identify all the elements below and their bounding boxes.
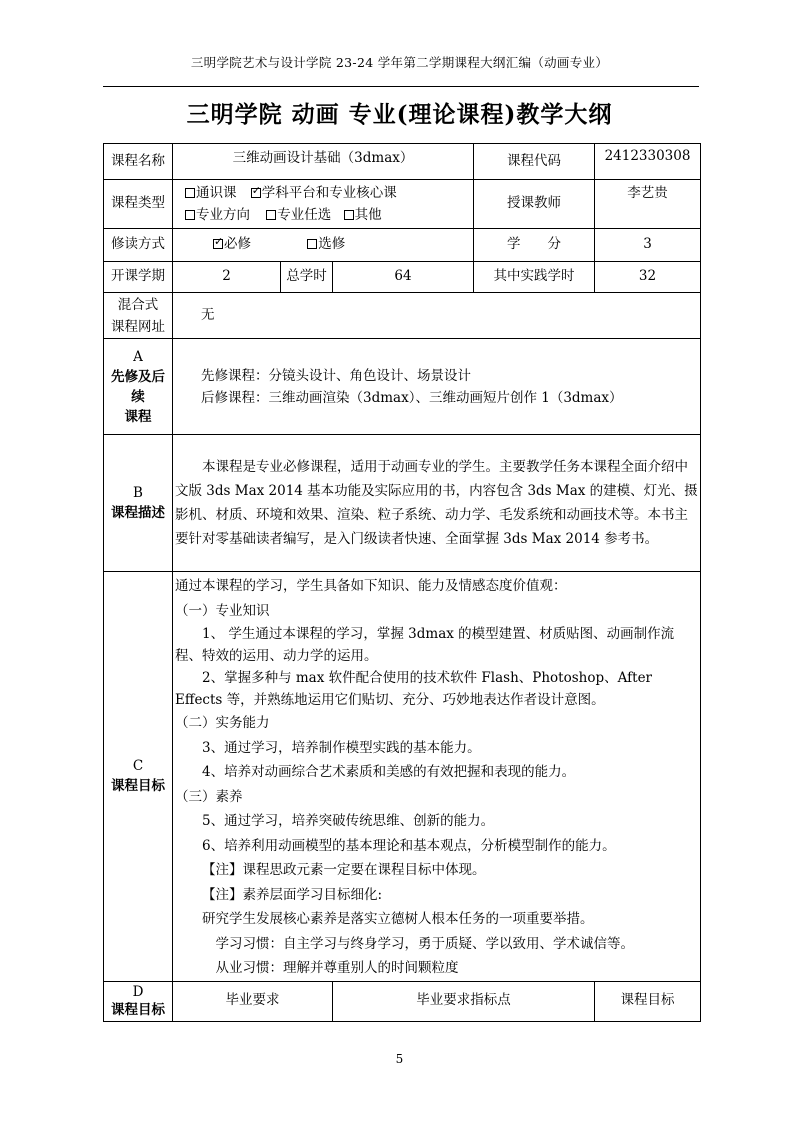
course-type-label: 课程类型	[104, 180, 173, 229]
course-name-label: 课程名称	[104, 144, 173, 180]
objective-note: 从业习惯：理解并尊重别人的时间颗粒度	[215, 960, 459, 976]
objective-note: 学习习惯：自主学习与终身学习，勇于质疑、学以致用、学术诚信等。	[215, 935, 634, 952]
objective-note: 研究学生发展核心素养是落实立德树人根本任务的一项重要举措。	[202, 911, 594, 927]
objectives-intro: 通过本课程的学习，学生具备如下知识、能力及情感态度价值观：	[175, 578, 567, 594]
table-row	[104, 435, 701, 572]
follow-up-courses: 后修课程：三维动画渲染（3dmax）、三维动画短片创作 1（3dmax）	[201, 389, 623, 406]
table-row	[104, 144, 701, 180]
teacher-label: 授课教师	[474, 180, 595, 229]
credit-value: 3	[595, 229, 701, 262]
objective-item: 4、培养对动画综合艺术素质和美感的有效把握和表现的能力。	[202, 764, 576, 780]
mixed-url-value: 无	[173, 293, 701, 339]
type-option-direction[interactable]: 专业方向	[185, 207, 250, 223]
requirement-indicator-header: 毕业要求指标点	[333, 981, 595, 1021]
teacher-value: 李艺贵	[595, 180, 701, 229]
checkbox-checked-icon	[251, 188, 261, 198]
term-label: 开课学期	[104, 262, 173, 293]
section-a-label: A 先修及后 续 课程	[104, 339, 173, 435]
hours-value: 64	[333, 262, 474, 293]
practice-value: 32	[595, 262, 701, 293]
section-c-label: C 课程目标	[104, 572, 173, 982]
course-description-text: 本课程是专业必修课程，适用于动画专业的学生。主要教学任务本课程全面介绍中文版 3ds Max 2014 基本功能及实际应用的书，内容包含 3ds Max 的建模、灯光、摄影机、材质、环境和效果、渲染、粒子系统、动力学、毛发系统和动画技术等。本书主要针对零基础读者编写，是入门级读者快速、全面掌握 3ds Max 2014 参考书。	[175, 459, 698, 547]
objectives-heading: （三）素养	[175, 788, 243, 805]
course-code-label: 课程代码	[474, 144, 595, 180]
running-header: 三明学院艺术与设计学院 23-24 学年第二学期课程大纲汇编（动画专业）	[190, 55, 609, 70]
course-objective-header: 课程目标	[595, 981, 701, 1021]
checkbox-checked-icon	[213, 239, 223, 249]
type-option-optional[interactable]: 专业任选	[266, 207, 331, 223]
practice-label: 其中实践学时	[474, 262, 595, 293]
page-number: 5	[395, 1052, 404, 1066]
credit-label: 学 分	[474, 229, 595, 262]
checkbox-icon	[266, 210, 276, 220]
syllabus-table	[103, 143, 701, 1022]
checkbox-icon	[185, 188, 195, 198]
document-title: 三明学院 动画 专业(理论课程)教学大纲	[186, 101, 613, 128]
table-row	[104, 339, 701, 435]
study-mode-options	[173, 229, 474, 262]
course-code-value: 2412330308	[595, 144, 701, 180]
checkbox-icon	[307, 239, 317, 249]
objective-item: 5、通过学习，培养突破传统思维、创新的能力。	[202, 813, 495, 829]
objective-item: 3、通过学习，培养制作模型实践的基本能力。	[202, 739, 481, 756]
objective-item: 1、 学生通过本课程的学习，掌握 3dmax 的模型建置、材质贴图、动画制作流程、特效的运用、动力学的运用。	[175, 626, 675, 664]
section-b-label: B 课程描述	[104, 435, 173, 572]
table-row	[104, 180, 701, 229]
header-rule	[103, 86, 699, 87]
objectives-heading: （一）专业知识	[175, 602, 270, 619]
prerequisite-courses: 先修课程：分镜头设计、角色设计、场景设计	[201, 367, 471, 384]
objective-item: 2、掌握多种与 max 软件配合使用的技术软件 Flash、Photoshop、After Effects 等，并熟练地运用它们贴切、充分、巧妙地表达作者设计意图。	[175, 670, 653, 708]
type-option-other[interactable]: 其他	[344, 207, 382, 223]
study-elective-option[interactable]: 选修	[307, 236, 345, 252]
objective-item: 6、培养利用动画模型的基本理论和基本观点，分析模型制作的能力。	[202, 837, 616, 854]
section-a-content	[173, 339, 701, 435]
table-row	[104, 262, 701, 293]
hours-label: 总学时	[281, 262, 333, 293]
term-value: 2	[173, 262, 281, 293]
course-objectives	[173, 572, 701, 982]
graduation-requirement-header: 毕业要求	[173, 981, 333, 1021]
table-row	[104, 229, 701, 262]
checkbox-icon	[344, 210, 354, 220]
course-type-options	[173, 180, 474, 229]
type-option-core[interactable]: ✓ 学科平台和专业核心课	[251, 185, 397, 201]
section-d-label: D 课程目标	[104, 981, 173, 1021]
objective-note: 【注】课程思政元素一定要在课程目标中体现。	[202, 862, 486, 878]
type-option-general[interactable]: 通识课	[185, 185, 237, 201]
course-name-value: 三维动画设计基础（3dmax）	[173, 144, 474, 180]
study-required-option[interactable]: ✓ 必修	[213, 236, 251, 252]
table-row	[104, 572, 701, 982]
mixed-url-label: 混合式 课程网址	[104, 293, 173, 339]
checkbox-icon	[185, 210, 195, 220]
objectives-heading: （二）实务能力	[175, 715, 270, 731]
study-mode-label: 修读方式	[104, 229, 173, 262]
objective-note: 【注】素养层面学习目标细化:	[202, 886, 383, 903]
course-description	[173, 435, 701, 572]
table-row	[104, 293, 701, 339]
table-row	[104, 981, 701, 1021]
